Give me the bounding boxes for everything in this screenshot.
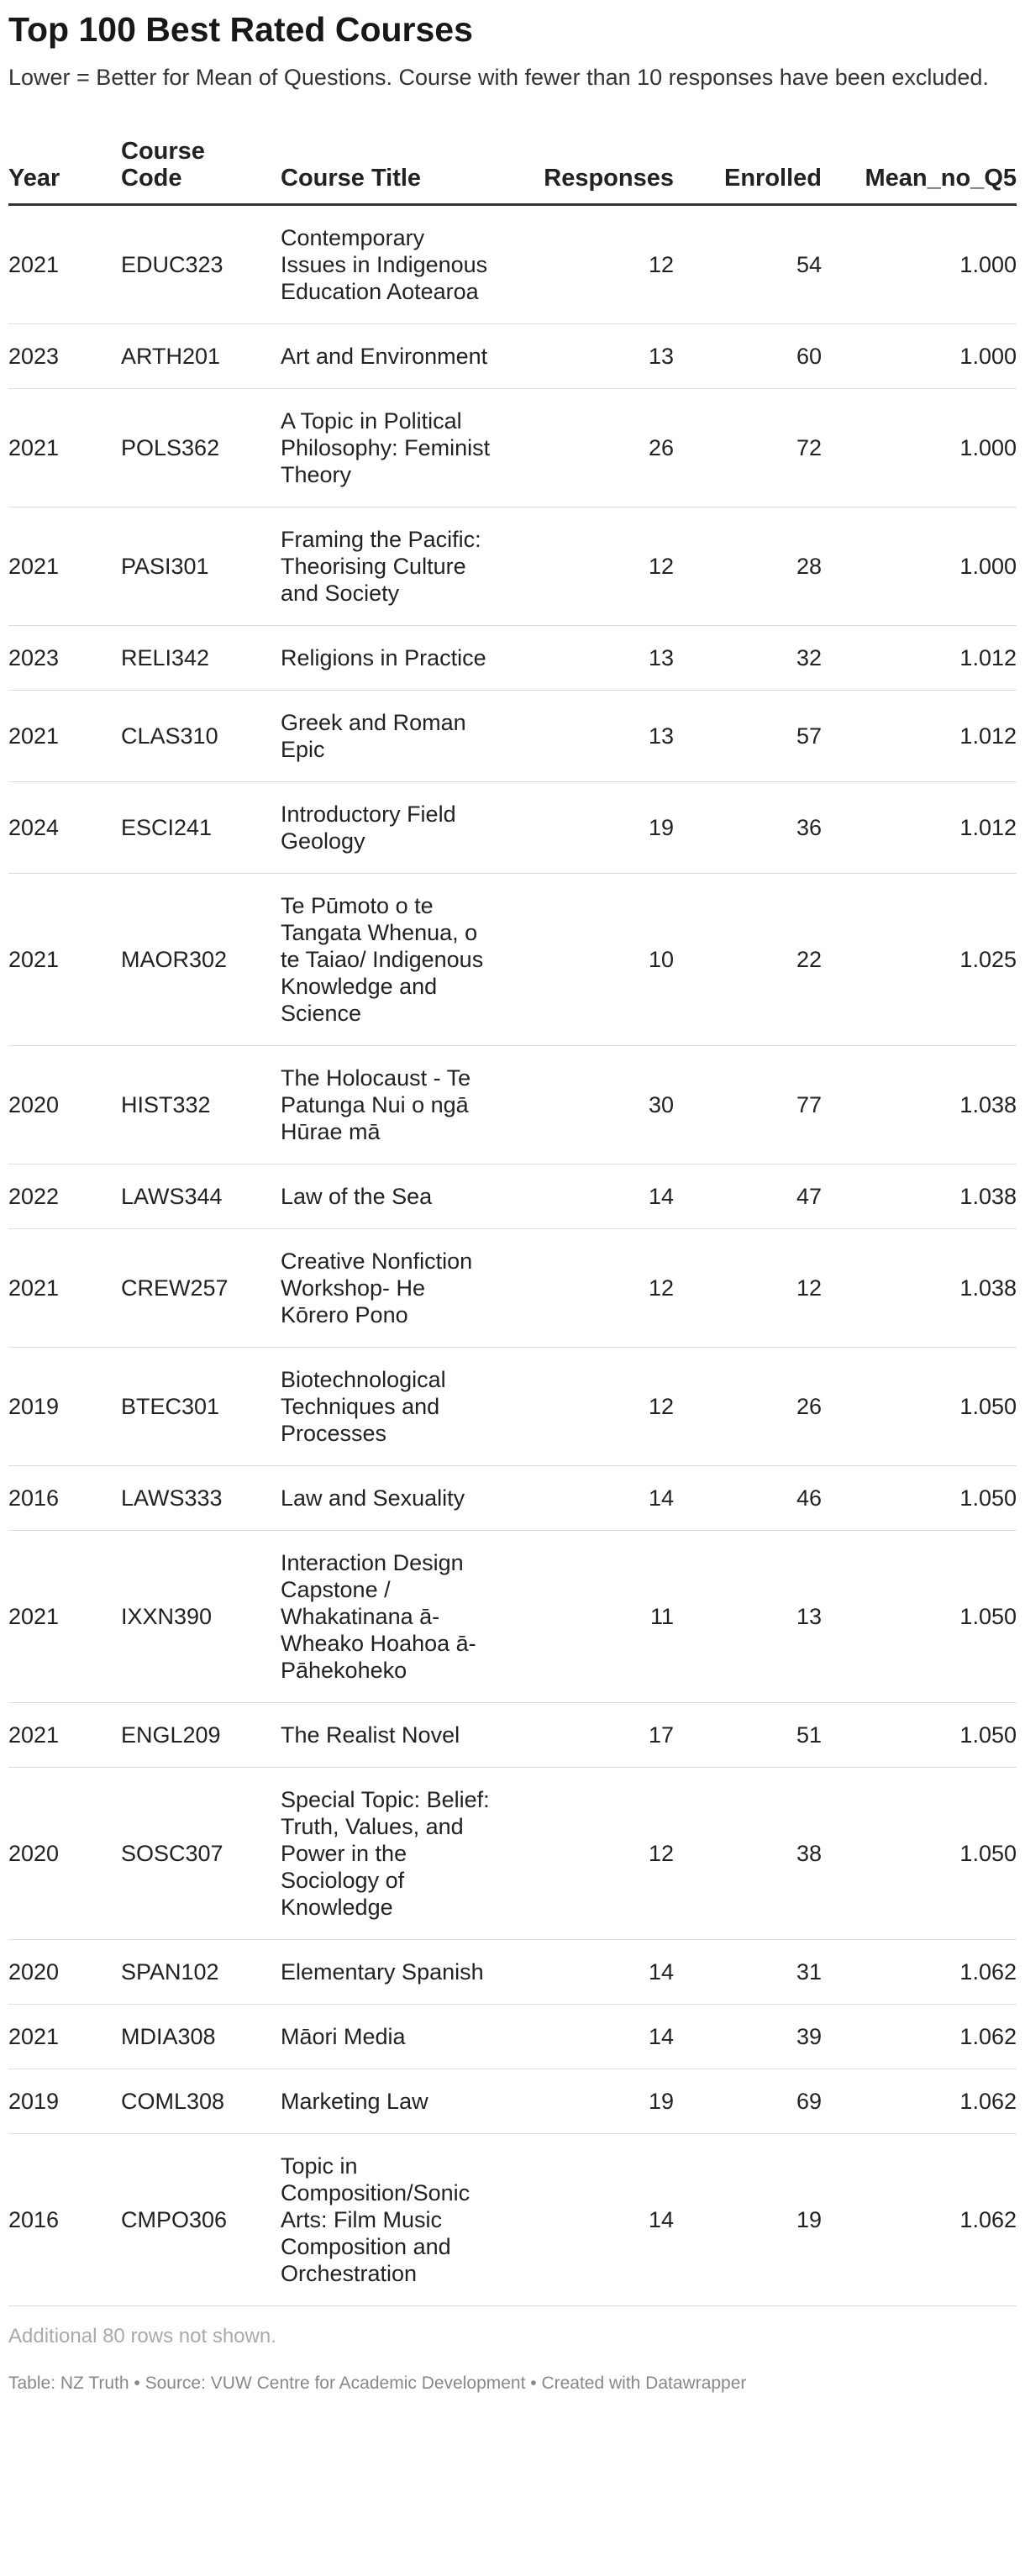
table-row — [8, 1531, 1017, 1703]
cell-enrolled: 31 — [674, 1940, 822, 2005]
cell-enrolled: 22 — [674, 874, 822, 1046]
cell-course-code: CMPO306 — [121, 2134, 281, 2306]
cell-course-code: SPAN102 — [121, 1940, 281, 2005]
cell-year: 2020 — [8, 1940, 121, 2005]
cell-mean: 1.012 — [822, 626, 1017, 691]
cell-course-code: ENGL209 — [121, 1703, 281, 1768]
cell-mean: 1.025 — [822, 874, 1017, 1046]
table-row — [8, 507, 1017, 626]
cell-enrolled: 77 — [674, 1046, 822, 1164]
table-row — [8, 2005, 1017, 2069]
cell-year: 2024 — [8, 782, 121, 874]
cell-responses: 12 — [499, 1348, 674, 1466]
cell-mean: 1.038 — [822, 1046, 1017, 1164]
cell-responses: 14 — [499, 2005, 674, 2069]
cell-course-code: ESCI241 — [121, 782, 281, 874]
table-row — [8, 1940, 1017, 2005]
cell-course-title: Law and Sexuality — [281, 1466, 499, 1531]
cell-mean: 1.062 — [822, 1940, 1017, 2005]
cell-course-title: Greek and Roman Epic — [281, 691, 499, 782]
cell-course-title: Interaction Design Capstone / Whakatinana ā-Wheako Hoahoa ā-Pāhekoheko — [281, 1531, 499, 1703]
cell-course-code: MDIA308 — [121, 2005, 281, 2069]
cell-course-code: RELI342 — [121, 626, 281, 691]
cell-responses: 14 — [499, 1466, 674, 1531]
cell-mean: 1.000 — [822, 389, 1017, 507]
cell-responses: 13 — [499, 691, 674, 782]
cell-responses: 14 — [499, 1164, 674, 1229]
cell-year: 2023 — [8, 324, 121, 389]
cell-enrolled: 13 — [674, 1531, 822, 1703]
cell-enrolled: 26 — [674, 1348, 822, 1466]
cell-enrolled: 36 — [674, 782, 822, 874]
cell-responses: 12 — [499, 1229, 674, 1348]
cell-course-code: LAWS344 — [121, 1164, 281, 1229]
table-row — [8, 1229, 1017, 1348]
table-row — [8, 1164, 1017, 1229]
table-row — [8, 626, 1017, 691]
cell-responses: 14 — [499, 1940, 674, 2005]
cell-enrolled: 57 — [674, 691, 822, 782]
cell-responses: 13 — [499, 626, 674, 691]
cell-enrolled: 47 — [674, 1164, 822, 1229]
cell-responses: 19 — [499, 2069, 674, 2134]
table-row — [8, 1348, 1017, 1466]
cell-mean: 1.062 — [822, 2134, 1017, 2306]
cell-year: 2022 — [8, 1164, 121, 1229]
cell-year: 2019 — [8, 2069, 121, 2134]
table-row — [8, 874, 1017, 1046]
cell-mean: 1.038 — [822, 1164, 1017, 1229]
cell-year: 2021 — [8, 1531, 121, 1703]
cell-year: 2021 — [8, 205, 121, 324]
cell-enrolled: 72 — [674, 389, 822, 507]
cell-course-title: Elementary Spanish — [281, 1940, 499, 2005]
cell-course-code: SOSC307 — [121, 1768, 281, 1940]
table-body — [8, 205, 1017, 2306]
cell-course-code: MAOR302 — [121, 874, 281, 1046]
column-header-responses[interactable]: Responses — [499, 138, 674, 205]
column-header-course-code[interactable] — [121, 138, 281, 205]
cell-course-code: POLS362 — [121, 389, 281, 507]
cell-responses: 12 — [499, 507, 674, 626]
cell-course-title: Biotechnological Techniques and Processes — [281, 1348, 499, 1466]
cell-course-title: Topic in Composition/Sonic Arts: Film Music Composition and Orchestration — [281, 2134, 499, 2306]
cell-enrolled: 60 — [674, 324, 822, 389]
table-row — [8, 691, 1017, 782]
table-header-row — [8, 138, 1017, 205]
column-header-course-code-label: Course Code — [121, 138, 205, 192]
cell-course-title: Introductory Field Geology — [281, 782, 499, 874]
cell-enrolled: 38 — [674, 1768, 822, 1940]
table-row — [8, 389, 1017, 507]
cell-enrolled: 54 — [674, 205, 822, 324]
cell-year: 2021 — [8, 691, 121, 782]
table-row — [8, 2069, 1017, 2134]
cell-course-title: Special Topic: Belief: Truth, Values, and Power in the Sociology of Knowledge — [281, 1768, 499, 1940]
cell-course-title: Religions in Practice — [281, 626, 499, 691]
cell-course-title: Marketing Law — [281, 2069, 499, 2134]
cell-mean: 1.050 — [822, 1703, 1017, 1768]
cell-mean: 1.012 — [822, 691, 1017, 782]
table-notes: Additional 80 rows not shown. — [8, 2325, 276, 2347]
cell-course-code: HIST332 — [121, 1046, 281, 1164]
cell-mean: 1.062 — [822, 2005, 1017, 2069]
cell-course-code: BTEC301 — [121, 1348, 281, 1466]
cell-responses: 11 — [499, 1531, 674, 1703]
cell-year: 2020 — [8, 1046, 121, 1164]
cell-year: 2021 — [8, 874, 121, 1046]
cell-enrolled: 46 — [674, 1466, 822, 1531]
cell-enrolled: 28 — [674, 507, 822, 626]
table-row — [8, 1768, 1017, 1940]
cell-course-code: CREW257 — [121, 1229, 281, 1348]
table-row — [8, 1046, 1017, 1164]
cell-responses: 10 — [499, 874, 674, 1046]
cell-year: 2023 — [8, 626, 121, 691]
column-header-year[interactable]: Year — [8, 138, 121, 205]
table-row — [8, 1466, 1017, 1531]
cell-responses: 19 — [499, 782, 674, 874]
cell-mean: 1.000 — [822, 324, 1017, 389]
cell-course-code: COML308 — [121, 2069, 281, 2134]
cell-course-code: PASI301 — [121, 507, 281, 626]
cell-course-title: Framing the Pacific: Theorising Culture and Society — [281, 507, 499, 626]
table-row — [8, 782, 1017, 874]
cell-course-title: A Topic in Political Philosophy: Feminist Theory — [281, 389, 499, 507]
cell-responses: 12 — [499, 205, 674, 324]
cell-year: 2021 — [8, 2005, 121, 2069]
cell-course-title: The Realist Novel — [281, 1703, 499, 1768]
cell-mean: 1.050 — [822, 1531, 1017, 1703]
cell-mean: 1.038 — [822, 1229, 1017, 1348]
cell-year: 2016 — [8, 1466, 121, 1531]
cell-year: 2016 — [8, 2134, 121, 2306]
cell-mean: 1.000 — [822, 205, 1017, 324]
cell-responses: 12 — [499, 1768, 674, 1940]
cell-course-code: LAWS333 — [121, 1466, 281, 1531]
cell-course-code: ARTH201 — [121, 324, 281, 389]
cell-course-title: Law of the Sea — [281, 1164, 499, 1229]
cell-enrolled: 32 — [674, 626, 822, 691]
cell-enrolled: 51 — [674, 1703, 822, 1768]
cell-year: 2021 — [8, 1703, 121, 1768]
cell-course-title: Māori Media — [281, 2005, 499, 2069]
cell-mean: 1.050 — [822, 1768, 1017, 1940]
table-row — [8, 324, 1017, 389]
cell-year: 2020 — [8, 1768, 121, 1940]
cell-course-code: EDUC323 — [121, 205, 281, 324]
column-header-enrolled[interactable]: Enrolled — [674, 138, 822, 205]
cell-course-title: The Holocaust - Te Patunga Nui o ngā Hūrae mā — [281, 1046, 499, 1164]
cell-mean: 1.050 — [822, 1466, 1017, 1531]
column-header-mean[interactable]: Mean_no_Q5 — [822, 138, 1017, 205]
cell-mean: 1.062 — [822, 2069, 1017, 2134]
cell-responses: 30 — [499, 1046, 674, 1164]
table-row — [8, 2134, 1017, 2306]
chart-title: Top 100 Best Rated Courses — [8, 10, 473, 49]
cell-enrolled: 12 — [674, 1229, 822, 1348]
cell-course-title: Te Pūmoto o te Tangata Whenua, o te Taiao/ Indigenous Knowledge and Science — [281, 874, 499, 1046]
cell-year: 2021 — [8, 507, 121, 626]
cell-course-code: IXXN390 — [121, 1531, 281, 1703]
chart-subtitle: Lower = Better for Mean of Questions. Course with fewer than 10 responses have been excluded. — [8, 65, 989, 90]
cell-year: 2021 — [8, 389, 121, 507]
cell-course-code: CLAS310 — [121, 691, 281, 782]
cell-mean: 1.000 — [822, 507, 1017, 626]
cell-enrolled: 39 — [674, 2005, 822, 2069]
cell-responses: 17 — [499, 1703, 674, 1768]
cell-responses: 26 — [499, 389, 674, 507]
table-footer: Table: NZ Truth • Source: VUW Centre for Academic Development • Created with Datawrapper — [8, 2374, 747, 2393]
table-row — [8, 1703, 1017, 1768]
cell-course-title: Art and Environment — [281, 324, 499, 389]
cell-year: 2021 — [8, 1229, 121, 1348]
cell-course-title: Contemporary Issues in Indigenous Education Aotearoa — [281, 205, 499, 324]
cell-year: 2019 — [8, 1348, 121, 1466]
cell-responses: 14 — [499, 2134, 674, 2306]
cell-mean: 1.050 — [822, 1348, 1017, 1466]
column-header-course-title[interactable]: Course Title — [281, 138, 499, 205]
cell-course-title: Creative Nonfiction Workshop- He Kōrero Pono — [281, 1229, 499, 1348]
table-row — [8, 205, 1017, 324]
cell-enrolled: 19 — [674, 2134, 822, 2306]
data-table — [8, 138, 1017, 2306]
cell-responses: 13 — [499, 324, 674, 389]
cell-enrolled: 69 — [674, 2069, 822, 2134]
cell-mean: 1.012 — [822, 782, 1017, 874]
